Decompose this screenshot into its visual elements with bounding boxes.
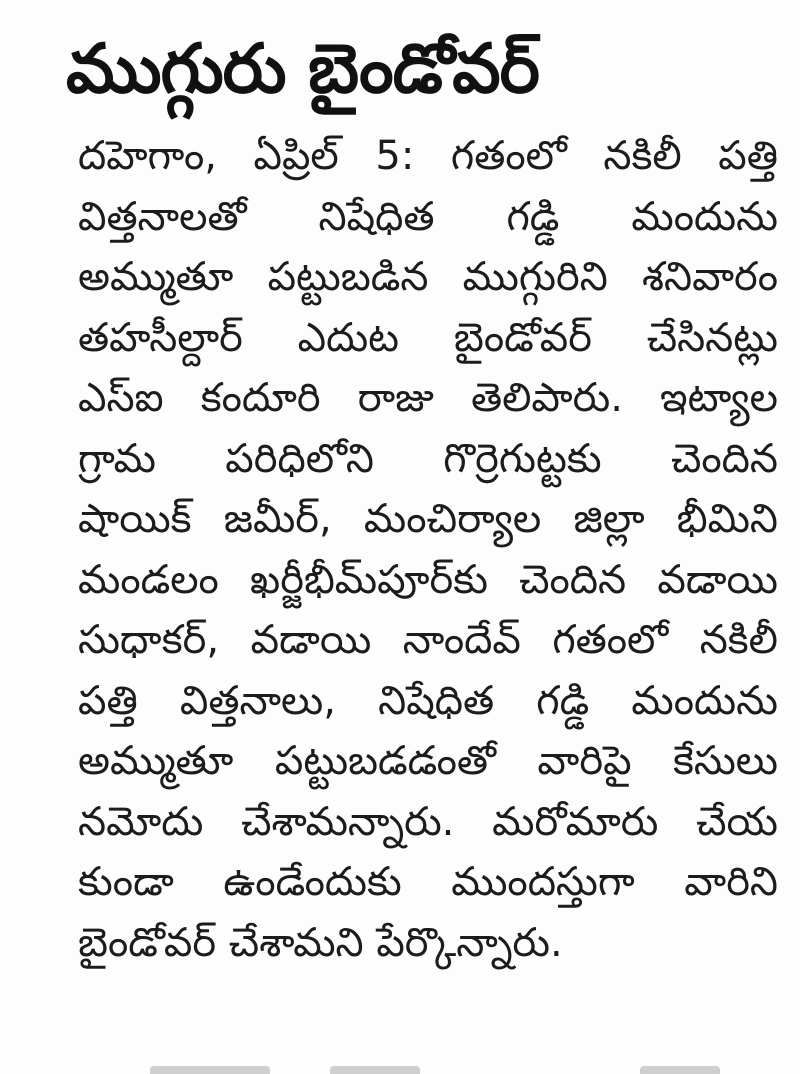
article-line: అమ్ముతూ పట్టుబడడంతో వారిపై కేసులు (78, 738, 778, 784)
cropped-text-fragment (640, 1066, 720, 1074)
article-line: ఎస్ఐ కందూరి రాజు తెలిపారు. ఇట్యాల (78, 375, 778, 421)
article-line: సుధాకర్, వడాయి నాందేవ్ గతంలో నకిలీ (78, 617, 778, 663)
headline: ముగ్గురు బైండోవర్ (66, 30, 539, 109)
article-line: పత్తి విత్తనాలు, నిషేధిత గడ్డి మందును (78, 677, 778, 724)
article-line: బైండోవర్ చేశామని పేర్కొన్నారు. (78, 919, 563, 966)
article-line: విత్తనాలతో నిషేధిత గడ్డి మందును (78, 193, 778, 240)
article-line: షాయిక్ జమీర్, మంచిర్యాల జిల్లా భీమిని (78, 496, 778, 542)
article-line: కుండా ఉండేందుకు ముందస్తుగా వారిని (78, 859, 778, 905)
cropped-text-fragment (330, 1066, 420, 1074)
article-line: దహెగాం, ఏప్రిల్ 5: గతంలో నకిలీ పత్తి (78, 133, 778, 179)
article-line: గ్రామ పరిధిలోని గొర్రెగుట్టకు చెందిన (78, 435, 778, 482)
article-line: నమోదు చేశామన్నారు. మరోమారు చేయ (78, 798, 778, 845)
article-line: అమ్ముతూ పట్టుబడిన ముగ్గురిని శనివారం (78, 254, 778, 300)
article-body (78, 126, 778, 973)
article-line: మండలం ఖర్జీభీమ్‌పూర్‌కు చెందిన వడాయి (78, 556, 778, 603)
cropped-text-fragment (150, 1066, 270, 1074)
article-line: తహసీల్దార్ ఎదుట బైండోవర్ చేసినట్లు (78, 314, 778, 361)
